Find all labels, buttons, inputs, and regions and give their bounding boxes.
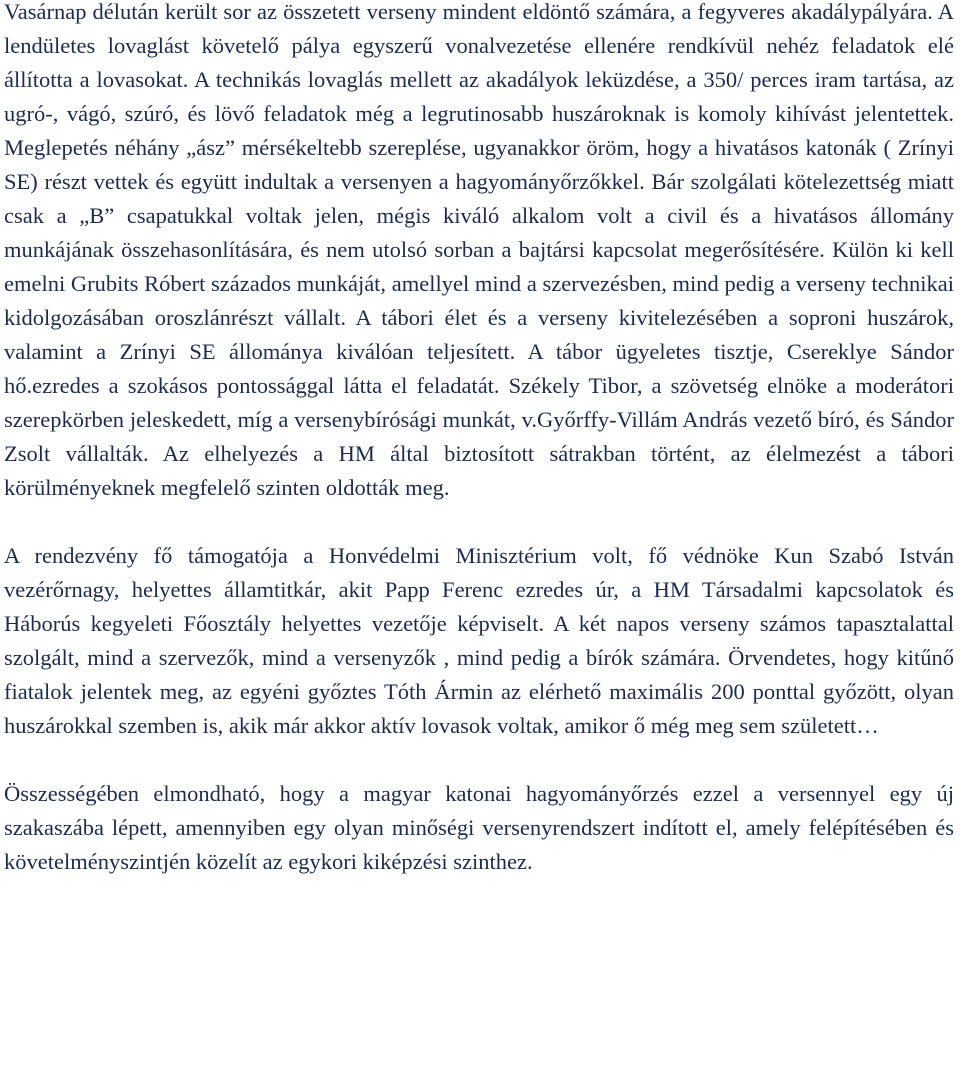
paragraph-summary: Összességében elmondható, hogy a magyar katonai hagyományőrzés ezzel a versennyel egy új szakaszába lépett, amennyiben egy olyan minőségi versenyrendszert indított el, amely felépítésében és követelményszintjén közelít az egykori kiképzési szinthez. bbox=[4, 781, 954, 874]
paragraph-sponsors-and-results: A rendezvény fő támogatója a Honvédelmi Minisztérium volt, fő védnöke Kun Szabó István vezérőrnagy, helyettes államtitkár, akit Papp Ferenc ezredes úr, a HM Társadalmi kapcsolatok és Háborús kegyeleti Főosztály helyettes vezetője képviselt. A két napos verseny számos tapasztalattal szolgált, mind a szervezők, mind a versenyzők , mind pedig a bírók számára. Örvendetes, hogy kitűnő fiatalok jelentek meg, az egyéni győztes Tóth Ármin az elérhető maximális 200 ponttal győzött, olyan huszárokkal szemben is, akik már akkor aktív lovasok voltak, amikor ő még meg sem született… bbox=[4, 543, 954, 738]
paragraph-competition-report: Vasárnap délután került sor az összetett verseny mindent eldöntő számára, a fegyveres akadálypályára. A lendületes lovaglást követelő pálya egyszerű vonalvezetése ellenére rendkívül nehéz feladatok elé állította a lovasokat. A technikás lovaglás mellett az akadályok leküzdése, a 350/ perces iram tartása, az ugró-, vágó, szúró, és lövő feladatok még a legrutinosabb huszároknak is komoly kihívást jelentettek. Meglepetés néhány „ász” mérsékeltebb szereplése, ugyanakkor öröm, hogy a hivatásos katonák ( Zrínyi SE) részt vettek és együtt indultak a versenyen a hagyományőrzőkkel. Bár szolgálati kötelezettség miatt csak a „B” csapatukkal voltak jelen, mégis kiváló alkalom volt a civil és a hivatásos állomány munkájának összehasonlítására, és nem utolsó sorban a bajtársi kapcsolat megerősítésére. Külön ki kell emelni Grubits Róbert százados munkáját, amellyel mind a szervezésben, mind pedig a verseny technikai kidolgozásában oroszlánrészt vállalt. A tábori élet és a verseny kivitelezésében a soproni huszárok, valamint a Zrínyi SE állománya kiválóan teljesített. A tábor ügyeletes tisztje, Csereklye Sándor hő.ezredes a szokásos pontossággal látta el feladatát. Székely Tibor, a szövetség elnöke a moderátori szerepkörben jeleskedett, míg a versenybírósági munkát, v.Győrffy-Villám András vezető bíró, és Sándor Zsolt vállalták. Az elhelyezés a HM által biztosított sátrakban történt, az élelmezést a tábori körülményeknek megfelelő szinten oldották meg. bbox=[4, 0, 954, 500]
